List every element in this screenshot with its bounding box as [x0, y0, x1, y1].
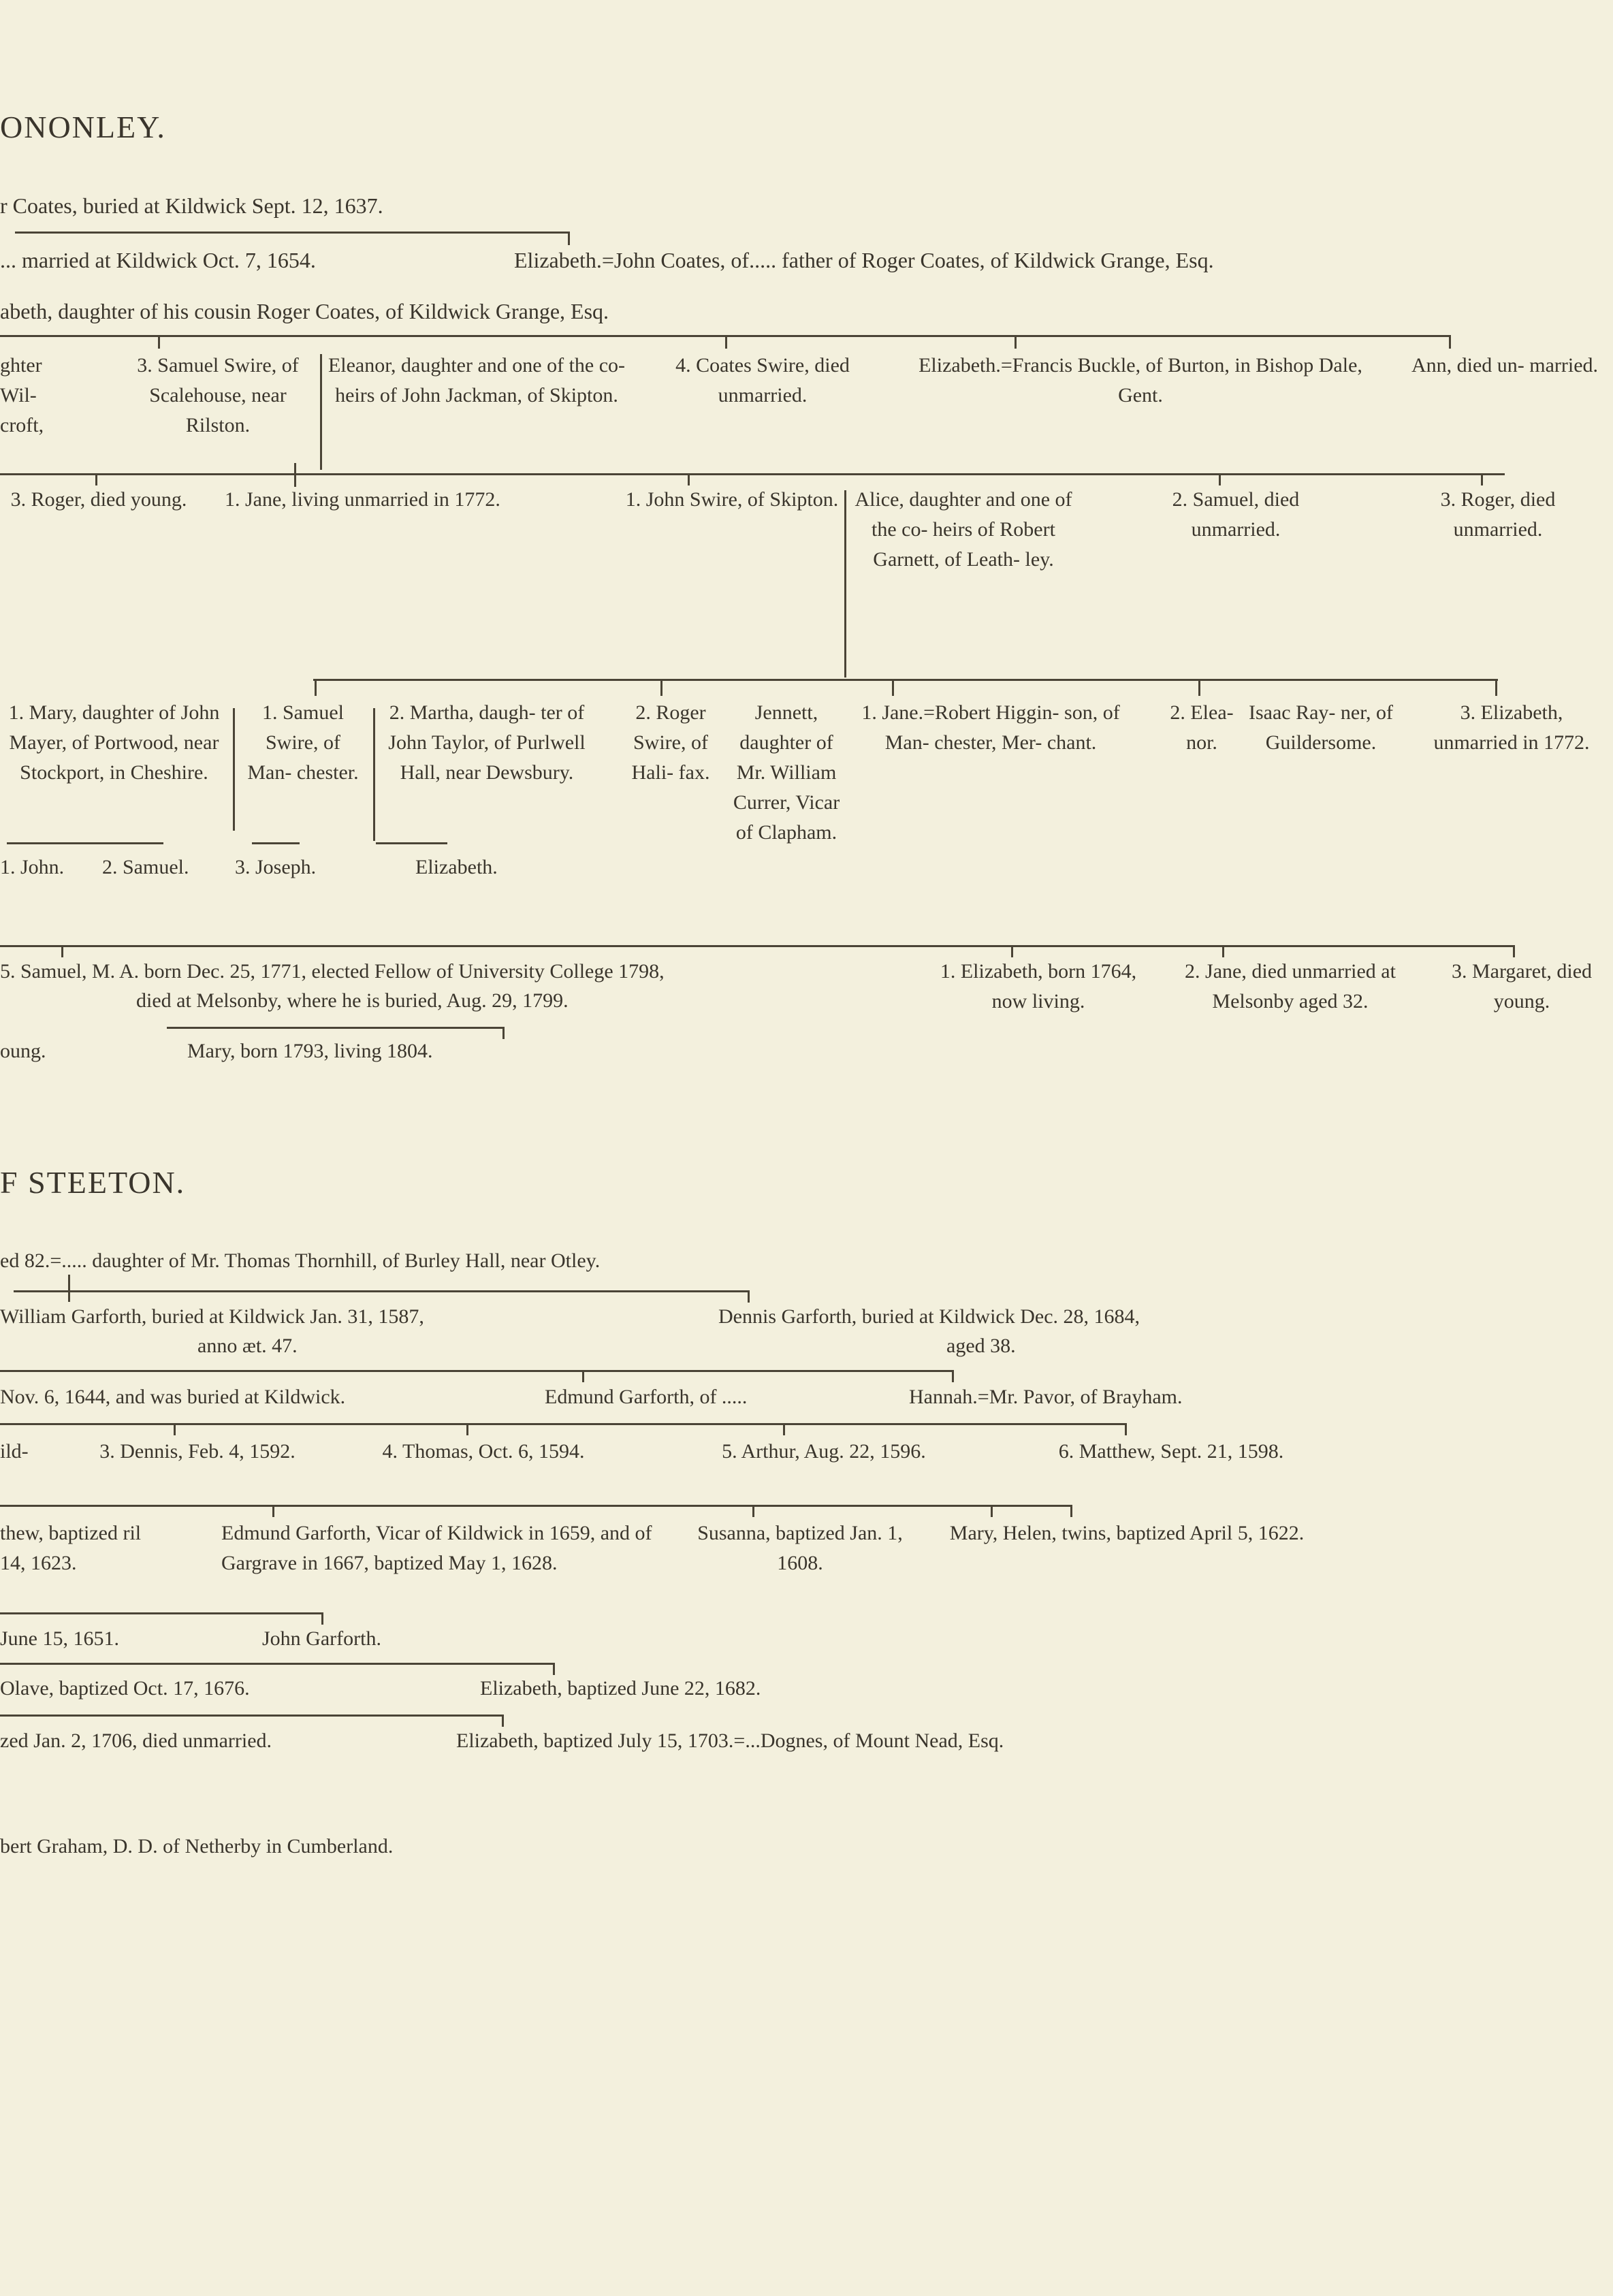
entry-eleanor: 2. Elea- nor. — [1170, 701, 1234, 754]
entry-daughter-wilcroft: ghter Wil- croft, — [0, 354, 44, 436]
entry-mary-1793: Mary, born 1793, living 1804. — [187, 1040, 433, 1062]
heading-ononley: ONONLEY. — [0, 110, 166, 144]
entry-matthew-1598: 6. Matthew, Sept. 21, 1598. — [1058, 1440, 1284, 1463]
entry-edmund-vicar: Edmund Garforth, Vicar of Kildwick in 1659, and of Gargrave in 1667, baptized May 1, 1628. — [221, 1522, 652, 1574]
generation-bar — [252, 842, 300, 844]
entry-susanna-1608: Susanna, baptized Jan. 1, 1608. — [697, 1522, 903, 1574]
entry-roger-young: 3. Roger, died young. — [10, 488, 187, 511]
entry-coates-swire: 4. Coates Swire, died unmarried. — [675, 354, 850, 406]
generation-bar — [0, 1505, 1072, 1507]
entry-ann-unmarried: Ann, died un- married. — [1411, 354, 1599, 377]
entry-isaac-rayner: Isaac Ray- ner, of Guildersome. — [1248, 701, 1394, 754]
descent-line — [1481, 473, 1483, 485]
generation-bar — [167, 1027, 504, 1029]
generation-bar — [0, 1663, 555, 1665]
line-married-kildwick: ... married at Kildwick Oct. 7, 1654. — [0, 248, 316, 272]
entry-arthur-1596: 5. Arthur, Aug. 22, 1596. — [722, 1440, 926, 1463]
descent-line — [1449, 335, 1451, 349]
generation-bar — [0, 1423, 1127, 1425]
entry-joseph: 3. Joseph. — [235, 856, 317, 878]
descent-line — [1015, 335, 1017, 349]
entry-elizabeth-1772: 3. Elizabeth, unmarried in 1772. — [1433, 701, 1590, 754]
generation-bar — [0, 473, 1505, 475]
descent-line — [320, 354, 322, 470]
descent-line — [568, 232, 570, 245]
generation-bar — [0, 945, 1515, 947]
entry-samuel-swire-manchester: 1. Samuel Swire, of Man- chester. — [247, 701, 359, 784]
entry-nov-1644: Nov. 6, 1644, and was buried at Kildwick. — [0, 1386, 346, 1408]
entry-jane-melsonby: 2. Jane, died unmarried at Melsonby aged 32. — [1185, 960, 1396, 1013]
descent-line — [158, 335, 160, 349]
descent-line — [294, 463, 296, 487]
generation-bar — [0, 1612, 323, 1614]
entry-william-age: anno æt. 47. — [197, 1335, 298, 1357]
entry-jane-higginson: 1. Jane.=Robert Higgin- son, of Man- chester, Mer- chant. — [861, 701, 1120, 754]
entry-jane-unmarried: 1. Jane, living unmarried in 1772. — [225, 488, 500, 511]
entry-jennett-currer: Jennett, daughter of Mr. William Currer, Vicar of Clapham. — [733, 701, 840, 844]
line-roger-coates: r Coates, buried at Kildwick Sept. 12, 1637. — [0, 193, 383, 218]
entry-elizabeth-dognes: Elizabeth, baptized July 15, 1703.=...Dognes, of Mount Nead, Esq. — [456, 1729, 1004, 1752]
descent-line — [783, 1423, 785, 1435]
descent-line — [61, 945, 63, 957]
entry-alice-garnett: Alice, daughter and one of the co- heirs of Robert Garnett, of Leath- ley. — [855, 488, 1072, 571]
entry-john: 1. John. — [0, 856, 65, 878]
entry-margaret-young: 3. Margaret, died young. — [1451, 960, 1593, 1013]
descent-line — [1219, 473, 1221, 485]
descent-line — [174, 1423, 176, 1435]
descent-line — [844, 490, 846, 677]
descent-line — [502, 1027, 505, 1039]
entry-dennis-age: aged 38. — [946, 1335, 1016, 1357]
entry-samuel-ma-death: died at Melsonby, where he is buried, Aug. 29, 1799. — [136, 989, 569, 1012]
descent-line — [1011, 945, 1013, 957]
descent-line — [95, 473, 97, 485]
descent-line — [991, 1505, 993, 1517]
descent-line — [15, 232, 570, 234]
entry-matthew-1623: thew, baptized ril 14, 1623. — [0, 1522, 142, 1574]
line-elizabeth-daughter: abeth, daughter of his cousin Roger Coates, of Kildwick Grange, Esq. — [0, 299, 609, 323]
generation-bar — [0, 1370, 953, 1372]
descent-line — [68, 1275, 70, 1302]
descent-line — [748, 1290, 750, 1303]
descent-line — [466, 1423, 468, 1435]
entry-elizabeth-g7: Elizabeth. — [415, 856, 498, 878]
entry-samuel-unmarried: 2. Samuel, died unmarried. — [1172, 488, 1300, 541]
entry-eleanor-jackman: Eleanor, daughter and one of the co-heirs of John Jackman, of Skipton. — [328, 354, 626, 406]
entry-john-garforth: John Garforth. — [262, 1627, 381, 1650]
entry-dennis-garforth: Dennis Garforth, buried at Kildwick Dec. 28, 1684, — [718, 1305, 1140, 1328]
descent-line — [233, 708, 235, 831]
descent-line — [952, 1370, 954, 1382]
entry-mary-helen-twins: Mary, Helen, twins, baptized April 5, 1622. — [949, 1522, 1305, 1544]
descent-line — [1222, 945, 1224, 957]
entry-samuel-swire: 3. Samuel Swire, of Scalehouse, near Rilston. — [137, 354, 299, 436]
entry-june-1651: June 15, 1651. — [0, 1627, 119, 1650]
entry-thomas-1594: 4. Thomas, Oct. 6, 1594. — [382, 1440, 585, 1463]
descent-line — [582, 1370, 584, 1382]
descent-line — [1495, 679, 1497, 696]
descent-line — [1125, 1423, 1127, 1435]
descent-line — [321, 1612, 323, 1625]
entry-roger-unmarried: 3. Roger, died unmarried. — [1440, 488, 1556, 541]
entry-elizabeth-buckle: Elizabeth.=Francis Buckle, of Burton, in Bishop Dale, Gent. — [919, 354, 1362, 406]
entry-young: oung. — [0, 1040, 46, 1062]
entry-edmund-garforth: Edmund Garforth, of ..... — [545, 1386, 748, 1408]
generation-bar — [313, 679, 1498, 681]
descent-line — [272, 1505, 274, 1517]
descent-line — [725, 335, 727, 349]
entry-mary-mayer: 1. Mary, daughter of John Mayer, of Portwood, near Stockport, in Cheshire. — [8, 701, 220, 784]
descent-line — [688, 473, 690, 485]
descent-line — [373, 708, 375, 841]
descent-line — [315, 679, 317, 696]
generation-bar — [0, 1715, 504, 1717]
entry-roger-swire-halifax: 2. Roger Swire, of Hali- fax. — [631, 701, 710, 784]
entry-child: ild- — [0, 1440, 29, 1463]
descent-line — [660, 679, 662, 696]
entry-olave-1676: Olave, baptized Oct. 17, 1676. — [0, 1677, 250, 1700]
entry-samuel-ma: 5. Samuel, M. A. born Dec. 25, 1771, elected Fellow of University College 1798, — [0, 960, 665, 983]
entry-graham-netherby: bert Graham, D. D. of Netherby in Cumberland. — [0, 1835, 394, 1857]
descent-line — [1070, 1505, 1072, 1517]
descent-line — [1513, 945, 1515, 957]
descent-line — [892, 679, 894, 696]
entry-john-swire-skipton: 1. John Swire, of Skipton. — [625, 488, 839, 511]
descent-line — [502, 1715, 504, 1727]
generation-bar — [376, 842, 447, 844]
heading-steeton: F STEETON. — [0, 1165, 186, 1200]
entry-elizabeth-1682: Elizabeth, baptized June 22, 1682. — [480, 1677, 761, 1700]
descent-line — [752, 1505, 754, 1517]
entry-samuel: 2. Samuel. — [102, 856, 189, 878]
line-thornhill: ed 82.=..... daughter of Mr. Thomas Thornhill, of Burley Hall, near Otley. — [0, 1249, 601, 1272]
entry-hannah-pavor: Hannah.=Mr. Pavor, of Brayham. — [909, 1386, 1183, 1408]
generation-bar — [7, 842, 163, 844]
entry-william-garforth: William Garforth, buried at Kildwick Jan. 31, 1587, — [0, 1305, 424, 1328]
generation-bar — [14, 1290, 749, 1292]
entry-martha-taylor: 2. Martha, daugh- ter of John Taylor, of Purlwell Hall, near Dewsbury. — [388, 701, 586, 784]
entry-elizabeth-1764: 1. Elizabeth, born 1764, now living. — [940, 960, 1137, 1013]
entry-dennis-1592: 3. Dennis, Feb. 4, 1592. — [99, 1440, 296, 1463]
descent-line — [1198, 679, 1200, 696]
line-john-coates: Elizabeth.=John Coates, of..... father of Roger Coates, of Kildwick Grange, Esq. — [514, 248, 1214, 272]
entry-1706-unmarried: zed Jan. 2, 1706, died unmarried. — [0, 1729, 272, 1752]
